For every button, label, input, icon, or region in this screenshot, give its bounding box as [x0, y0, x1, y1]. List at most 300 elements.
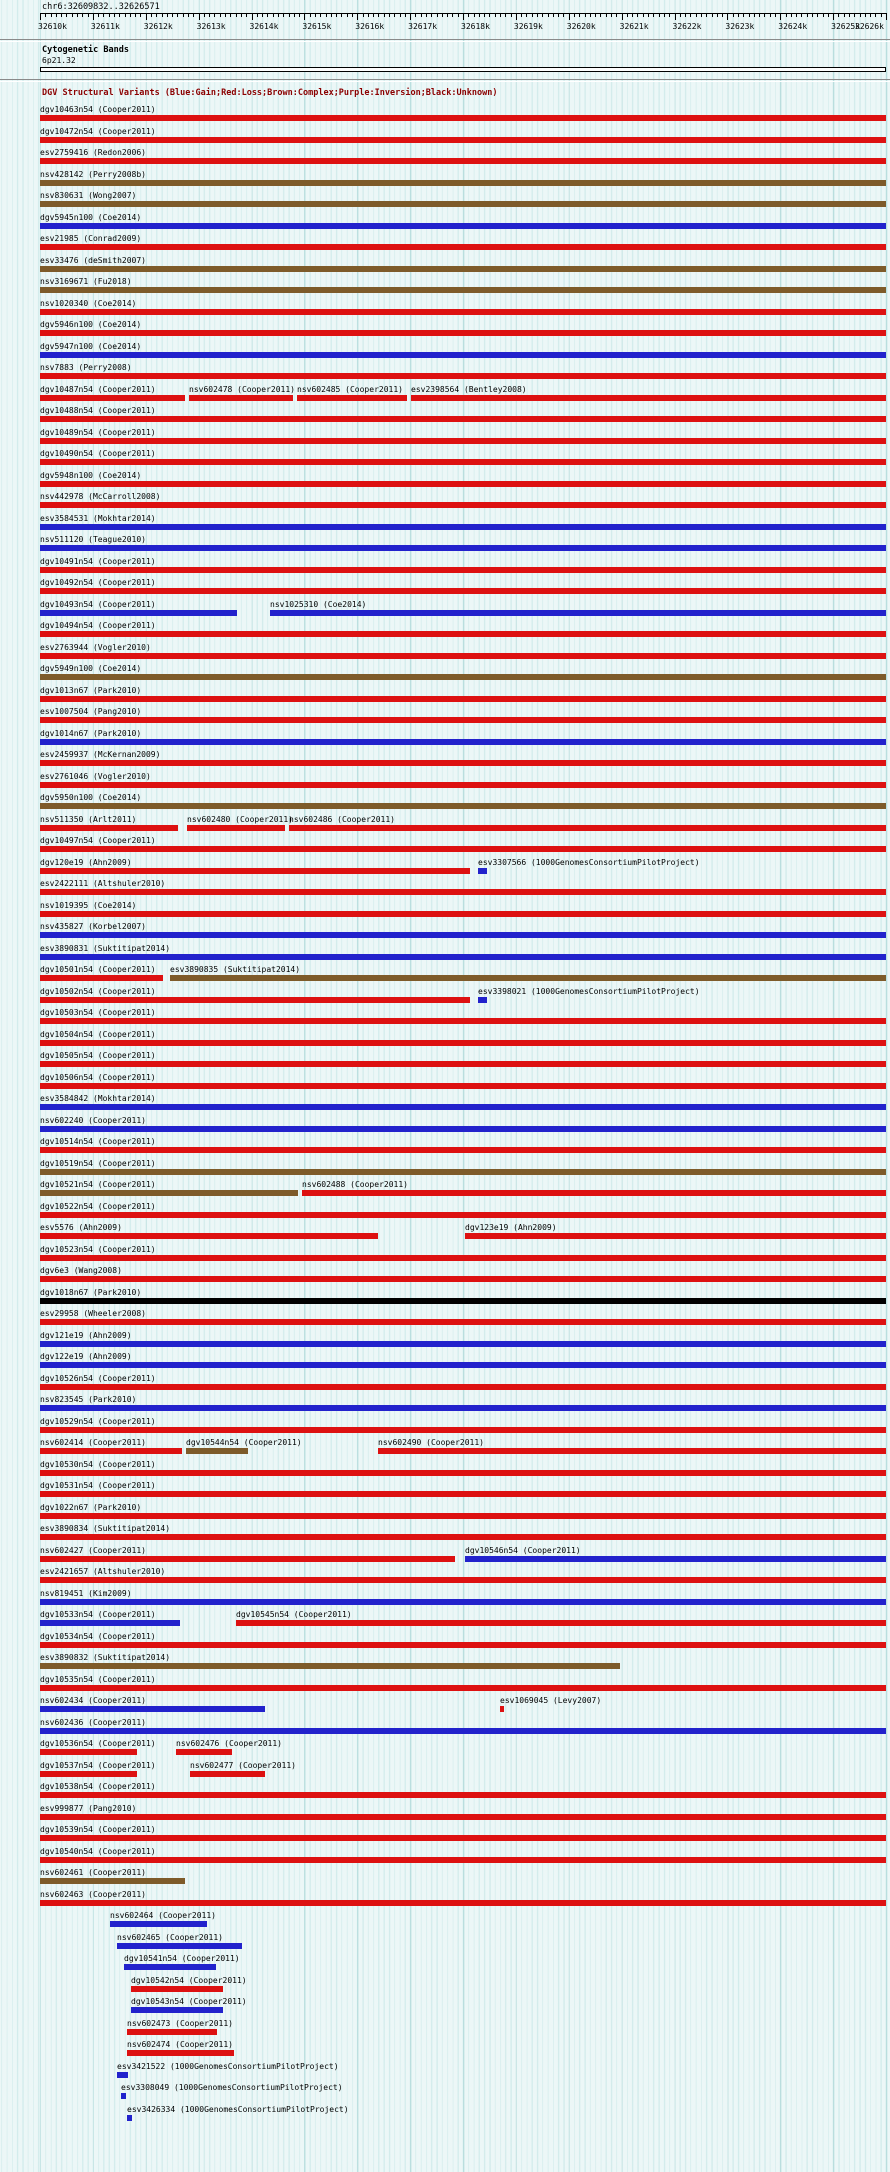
variant-row [0, 341, 890, 363]
variant-label[interactable]: nsv511350 (Arlt2011) [40, 814, 137, 824]
variant-label[interactable]: esv2459937 (McKernan2009) [40, 750, 161, 759]
variant-bar-loss[interactable] [40, 1061, 886, 1067]
variant-bar-gain[interactable] [40, 610, 237, 616]
variant-bar-loss[interactable] [40, 416, 886, 422]
variant-label[interactable]: dgv10545n54 (Cooper2011) [236, 1610, 352, 1619]
variant-bar-loss[interactable] [40, 1857, 886, 1863]
variant-label[interactable]: nsv602474 (Cooper2011) [127, 2040, 233, 2049]
ruler-label: 32622k [672, 22, 702, 31]
variant-label[interactable]: dgv10543n54 (Cooper2011) [131, 1997, 247, 2006]
ruler-tick [606, 14, 607, 17]
variant-bar-complex[interactable] [40, 1190, 298, 1196]
variant-label[interactable]: dgv10490n54 (Cooper2011) [40, 449, 156, 458]
variant-bar-loss[interactable] [40, 1212, 886, 1218]
ruler-tick [495, 14, 496, 17]
variant-bar-loss[interactable] [40, 1276, 886, 1282]
ruler-tick [569, 14, 570, 20]
variant-bar-loss[interactable] [40, 1018, 886, 1024]
ruler-tick [780, 14, 781, 20]
variant-label[interactable]: dgv10542n54 (Cooper2011) [131, 1975, 247, 1985]
variant-bar-loss[interactable] [40, 1147, 886, 1153]
variant-row [0, 1222, 890, 1244]
ruler-tick [172, 14, 173, 17]
ruler-tick [828, 14, 829, 17]
variant-row [0, 599, 890, 621]
ruler-label: 32619k [513, 22, 543, 31]
variant-bar-gain[interactable] [478, 868, 487, 874]
variant-bar-complex[interactable] [40, 1169, 886, 1175]
variant-bar-loss[interactable] [40, 459, 886, 465]
variant-bar-complex[interactable] [170, 975, 886, 981]
variant-label[interactable]: dgv10538n54 (Cooper2011) [40, 1782, 156, 1791]
variant-label[interactable]: esv2759416 (Redon2006) [40, 148, 146, 157]
variant-row [0, 384, 890, 406]
variant-rows [0, 104, 890, 2125]
variant-label[interactable]: nsv602436 (Cooper2011) [40, 1717, 146, 1727]
ruler-tick [262, 14, 263, 17]
variant-label[interactable]: esv2763944 (Vogler2010) [40, 642, 151, 652]
variant-bar-loss[interactable] [40, 1384, 886, 1390]
variant-bar-loss[interactable] [189, 395, 293, 401]
variant-bar-loss[interactable] [40, 760, 886, 766]
ruler-tick [373, 14, 374, 17]
variant-bar-gain[interactable] [40, 932, 886, 938]
ruler-label: 32624k [778, 22, 808, 31]
variant-label[interactable]: esv3307566 (1000GenomesConsortiumPilotProject) [478, 857, 700, 867]
ruler-tick [421, 14, 422, 17]
variant-bar-complex[interactable] [40, 1878, 185, 1884]
variant-bar-gain[interactable] [117, 2072, 128, 2078]
variant-label[interactable]: nsv1020340 (Coe2014) [40, 298, 137, 308]
variant-label[interactable]: nsv602473 (Cooper2011) [127, 2018, 233, 2028]
variant-label[interactable]: dgv10540n54 (Cooper2011) [40, 1846, 156, 1856]
variant-label[interactable]: esv3308049 (1000GenomesConsortiumPilotProject) [121, 2083, 343, 2092]
variant-bar-loss[interactable] [40, 1642, 886, 1648]
variant-label[interactable]: dgv10544n54 (Cooper2011) [186, 1438, 302, 1447]
variant-label[interactable]: dgv10541n54 (Cooper2011) [124, 1954, 240, 1963]
variant-label[interactable]: dgv10523n54 (Cooper2011) [40, 1244, 156, 1254]
ruler-tick [431, 14, 432, 17]
variant-row [0, 1996, 890, 2018]
variant-bar-complex[interactable] [40, 674, 886, 680]
variant-label[interactable]: esv2422111 (Altshuler2010) [40, 879, 166, 888]
variant-label[interactable]: nsv602490 (Cooper2011) [378, 1438, 484, 1447]
ruler-tick [505, 14, 506, 17]
variant-bar-complex[interactable] [40, 1663, 620, 1669]
variant-label[interactable]: esv3426334 (1000GenomesConsortiumPilotProject) [127, 2104, 349, 2114]
variant-label[interactable]: dgv123e19 (Ahn2009) [465, 1223, 557, 1232]
ruler-tick [135, 14, 136, 17]
variant-bar-loss[interactable] [40, 868, 470, 874]
variant-label[interactable]: dgv5947n100 (Coe2014) [40, 341, 142, 351]
variant-label[interactable]: dgv10531n54 (Cooper2011) [40, 1481, 156, 1490]
variant-bar-gain[interactable] [40, 223, 886, 229]
variant-bar-loss[interactable] [302, 1190, 886, 1196]
variant-bar-unknown[interactable] [40, 1298, 886, 1304]
variant-row [0, 1932, 890, 1954]
variant-label[interactable]: esv1069045 (Levy2007) [500, 1696, 602, 1705]
ruler-tick [801, 14, 802, 17]
variant-label[interactable]: dgv1018n67 (Park2010) [40, 1287, 142, 1297]
ruler-tick [77, 14, 78, 17]
variant-label[interactable]: dgv5949n100 (Coe2014) [40, 664, 142, 673]
variant-label[interactable]: dgv10494n54 (Cooper2011) [40, 621, 156, 630]
variant-label[interactable]: dgv10472n54 (Cooper2011) [40, 126, 156, 136]
variant-bar-loss[interactable] [40, 1685, 886, 1691]
variant-bar-gain[interactable] [40, 1341, 886, 1347]
ruler-tick [278, 14, 279, 17]
variant-bar-loss[interactable] [40, 1448, 182, 1454]
variant-row [0, 835, 890, 857]
variant-bar-complex[interactable] [40, 201, 886, 207]
variant-label[interactable]: nsv602427 (Cooper2011) [40, 1545, 146, 1555]
ruler-tick [289, 14, 290, 17]
variant-bar-loss[interactable] [40, 717, 886, 723]
variant-bar-loss[interactable] [190, 1771, 265, 1777]
ruler-tick [66, 14, 67, 17]
variant-label[interactable]: nsv830631 (Wong2007) [40, 191, 137, 200]
variant-label[interactable]: dgv10519n54 (Cooper2011) [40, 1158, 156, 1168]
variant-bar-loss[interactable] [40, 1319, 886, 1325]
ruler-tick [389, 14, 390, 17]
variant-bar-gain[interactable] [40, 1620, 180, 1626]
variant-label[interactable]: dgv1022n67 (Park2010) [40, 1502, 142, 1512]
variant-label[interactable]: nsv602480 (Cooper2011) [187, 814, 293, 824]
variant-bar-loss[interactable] [40, 1083, 886, 1089]
variant-bar-loss[interactable] [40, 1491, 886, 1497]
variant-label[interactable]: esv2398564 (Bentley2008) [411, 384, 527, 394]
variant-row [0, 2018, 890, 2040]
variant-bar-loss[interactable] [40, 889, 886, 895]
variant-bar-gain[interactable] [40, 1126, 886, 1132]
variant-bar-complex[interactable] [40, 266, 886, 272]
variant-label[interactable]: esv2761046 (Vogler2010) [40, 771, 151, 781]
variant-label[interactable]: esv3890835 (Suktitipat2014) [170, 965, 301, 974]
variant-label[interactable]: dgv5948n100 (Coe2014) [40, 470, 142, 480]
variant-row [0, 1115, 890, 1137]
cytoband-bar[interactable] [40, 67, 886, 72]
variant-label[interactable]: nsv602414 (Cooper2011) [40, 1438, 146, 1447]
ruler-tick [204, 14, 205, 17]
variant-label[interactable]: nsv3169671 (Fu2018) [40, 277, 132, 286]
variant-label[interactable]: dgv10487n54 (Cooper2011) [40, 384, 156, 394]
variant-bar-loss[interactable] [297, 395, 407, 401]
variant-bar-loss[interactable] [40, 782, 886, 788]
variant-bar-loss[interactable] [40, 846, 886, 852]
variant-label[interactable]: dgv10533n54 (Cooper2011) [40, 1610, 156, 1619]
variant-row [0, 1201, 890, 1223]
variant-label[interactable]: dgv10497n54 (Cooper2011) [40, 836, 156, 845]
variant-bar-loss[interactable] [127, 2050, 234, 2056]
variant-bar-loss[interactable] [40, 1835, 886, 1841]
variant-bar-loss[interactable] [378, 1448, 886, 1454]
ruler-label: 32616k [355, 22, 385, 31]
variant-label[interactable]: nsv602434 (Cooper2011) [40, 1696, 146, 1705]
variant-row [0, 448, 890, 470]
variant-label[interactable]: esv5576 (Ahn2009) [40, 1223, 122, 1232]
variant-bar-gain[interactable] [40, 1706, 265, 1712]
variant-label[interactable]: esv999877 (Pang2010) [40, 1803, 137, 1813]
variant-label[interactable]: nsv602477 (Cooper2011) [190, 1760, 296, 1770]
variant-bar-loss[interactable] [40, 1749, 137, 1755]
variant-label[interactable]: esv3890834 (Suktitipat2014) [40, 1524, 171, 1533]
ruler-tick [764, 14, 765, 17]
variant-bar-loss[interactable] [40, 1577, 886, 1583]
variant-label[interactable]: dgv10537n54 (Cooper2011) [40, 1760, 156, 1770]
variant-label[interactable]: esv29958 (Wheeler2008) [40, 1309, 146, 1318]
variant-bar-gain[interactable] [40, 352, 886, 358]
variant-bar-loss[interactable] [40, 1792, 886, 1798]
ruler-tick [320, 14, 321, 17]
variant-label[interactable]: nsv602478 (Cooper2011) [189, 384, 295, 394]
variant-label[interactable]: dgv6e3 (Wang2008) [40, 1266, 122, 1275]
variant-label[interactable]: nsv442978 (McCarroll2008) [40, 492, 161, 501]
variant-bar-loss[interactable] [40, 1513, 886, 1519]
variant-bar-complex[interactable] [186, 1448, 248, 1454]
variant-label[interactable]: dgv121e19 (Ahn2009) [40, 1330, 132, 1340]
variant-label[interactable]: nsv1025310 (Coe2014) [270, 599, 367, 609]
variant-label[interactable]: dgv10493n54 (Cooper2011) [40, 599, 156, 609]
variant-label[interactable]: dgv10522n54 (Cooper2011) [40, 1201, 156, 1211]
variant-bar-gain[interactable] [124, 1964, 216, 1970]
variant-bar-gain[interactable] [40, 739, 886, 745]
variant-bar-loss[interactable] [40, 997, 470, 1003]
ruler-label: 32613k [196, 22, 226, 31]
ruler-tick [88, 14, 89, 17]
variant-bar-gain[interactable] [40, 1599, 886, 1605]
variant-label[interactable]: dgv10504n54 (Cooper2011) [40, 1029, 156, 1039]
variant-row [0, 1781, 890, 1803]
variant-bar-loss[interactable] [40, 631, 886, 637]
variant-label[interactable]: dgv10526n54 (Cooper2011) [40, 1373, 156, 1383]
variant-bar-loss[interactable] [40, 911, 886, 917]
variant-bar-gain[interactable] [40, 1405, 886, 1411]
variant-label[interactable]: dgv10530n54 (Cooper2011) [40, 1459, 156, 1469]
variant-row [0, 728, 890, 750]
ruler-tick [61, 14, 62, 17]
variant-bar-loss[interactable] [411, 395, 886, 401]
variant-bar-gain[interactable] [40, 954, 886, 960]
variant-label[interactable]: nsv602463 (Cooper2011) [40, 1889, 146, 1899]
variant-bar-gain[interactable] [131, 2007, 223, 2013]
variant-label[interactable]: nsv7883 (Perry2008) [40, 363, 132, 372]
variant-bar-loss[interactable] [40, 373, 886, 379]
variant-bar-gain[interactable] [465, 1556, 886, 1562]
variant-label[interactable]: dgv10489n54 (Cooper2011) [40, 427, 156, 437]
variant-bar-loss[interactable] [289, 825, 886, 831]
variant-bar-loss[interactable] [40, 438, 886, 444]
variant-bar-loss[interactable] [40, 137, 886, 143]
variant-bar-loss[interactable] [40, 309, 886, 315]
variant-label[interactable]: nsv435827 (Korbel2007) [40, 922, 146, 931]
variant-bar-gain[interactable] [117, 1943, 242, 1949]
variant-label[interactable]: dgv10488n54 (Cooper2011) [40, 406, 156, 415]
variant-bar-loss[interactable] [40, 1900, 886, 1906]
variant-label[interactable]: nsv602486 (Cooper2011) [289, 814, 395, 824]
variant-bar-gain[interactable] [40, 524, 886, 530]
ruler-tick [246, 14, 247, 17]
variant-label[interactable]: nsv602464 (Cooper2011) [110, 1911, 216, 1920]
variant-label[interactable]: nsv602488 (Cooper2011) [302, 1180, 408, 1189]
variant-bar-loss[interactable] [40, 158, 886, 164]
ruler-tick [738, 14, 739, 17]
variant-label[interactable]: dgv1014n67 (Park2010) [40, 728, 142, 738]
variant-label[interactable]: dgv10502n54 (Cooper2011) [40, 986, 156, 996]
variant-bar-loss[interactable] [40, 825, 178, 831]
variant-bar-loss[interactable] [40, 502, 886, 508]
variant-label[interactable]: esv3584842 (Mokhtar2014) [40, 1094, 156, 1103]
variant-label[interactable]: dgv10534n54 (Cooper2011) [40, 1631, 156, 1641]
variant-row [0, 1910, 890, 1932]
variant-bar-gain[interactable] [40, 1362, 886, 1368]
variant-bar-loss[interactable] [40, 588, 886, 594]
variant-label[interactable]: dgv10506n54 (Cooper2011) [40, 1072, 156, 1082]
ruler-tick [304, 14, 305, 20]
variant-bar-complex[interactable] [40, 180, 886, 186]
variant-bar-loss[interactable] [40, 1233, 378, 1239]
variant-bar-loss[interactable] [500, 1706, 504, 1712]
variant-bar-complex[interactable] [40, 803, 886, 809]
variant-bar-loss[interactable] [40, 115, 886, 121]
variant-label[interactable]: dgv1013n67 (Park2010) [40, 685, 142, 695]
variant-label[interactable]: dgv5945n100 (Coe2014) [40, 212, 142, 222]
ruler-tick [447, 14, 448, 17]
variant-label[interactable]: esv3890832 (Suktitipat2014) [40, 1653, 171, 1662]
ruler-tick [585, 14, 586, 17]
ruler-tick [812, 14, 813, 17]
variant-bar-gain[interactable] [478, 997, 487, 1003]
ruler-tick [653, 14, 654, 17]
ruler-tick [458, 14, 459, 17]
variant-bar-gain[interactable] [121, 2093, 126, 2099]
variant-label[interactable]: dgv10521n54 (Cooper2011) [40, 1180, 156, 1189]
variant-label[interactable]: dgv10492n54 (Cooper2011) [40, 578, 156, 587]
variant-label[interactable]: dgv122e19 (Ahn2009) [40, 1352, 132, 1361]
variant-row [0, 1889, 890, 1911]
variant-bar-loss[interactable] [40, 244, 886, 250]
variant-label[interactable]: esv3584531 (Mokhtar2014) [40, 513, 156, 523]
ruler-tick [452, 14, 453, 17]
variant-label[interactable]: dgv10501n54 (Cooper2011) [40, 965, 156, 974]
variant-bar-loss[interactable] [40, 1470, 886, 1476]
variant-label[interactable]: esv2421657 (Altshuler2010) [40, 1567, 166, 1576]
variant-label[interactable]: esv3890831 (Suktitipat2014) [40, 943, 171, 953]
variant-row [0, 1287, 890, 1309]
variant-row [0, 1459, 890, 1481]
variant-row [0, 534, 890, 556]
variant-bar-loss[interactable] [131, 1986, 223, 1992]
variant-bar-gain[interactable] [40, 545, 886, 551]
variant-label[interactable]: dgv10536n54 (Cooper2011) [40, 1739, 156, 1748]
variant-label[interactable]: esv3398021 (1000GenomesConsortiumPilotProject) [478, 986, 700, 996]
ruler-tick [468, 14, 469, 17]
variant-label[interactable]: dgv10505n54 (Cooper2011) [40, 1051, 156, 1060]
variant-label[interactable]: esv1007504 (Pang2010) [40, 707, 142, 716]
variant-label[interactable]: nsv1019395 (Coe2014) [40, 900, 137, 910]
variant-bar-gain[interactable] [40, 1104, 886, 1110]
variant-bar-loss[interactable] [40, 1556, 455, 1562]
variant-label[interactable]: esv3421522 (1000GenomesConsortiumPilotProject) [117, 2061, 339, 2071]
variant-label[interactable]: nsv602465 (Cooper2011) [117, 1932, 223, 1942]
variant-label[interactable]: dgv10463n54 (Cooper2011) [40, 105, 156, 114]
ruler-tick [743, 14, 744, 17]
variant-bar-loss[interactable] [40, 395, 185, 401]
ruler-tick [109, 14, 110, 17]
variant-bar-loss[interactable] [40, 567, 886, 573]
ruler-tick [357, 14, 358, 20]
variant-row [0, 685, 890, 707]
variant-bar-loss[interactable] [236, 1620, 886, 1626]
variant-bar-loss[interactable] [187, 825, 285, 831]
variant-bar-loss[interactable] [40, 1040, 886, 1046]
variant-label[interactable]: dgv10529n54 (Cooper2011) [40, 1416, 156, 1426]
variant-label[interactable]: nsv823545 (Park2010) [40, 1395, 137, 1404]
variant-label[interactable]: dgv10503n54 (Cooper2011) [40, 1008, 156, 1017]
ruler-tick [664, 14, 665, 17]
ruler-tick [214, 14, 215, 17]
variant-label[interactable]: esv33476 (deSmith2007) [40, 255, 146, 265]
variant-bar-gain[interactable] [40, 1728, 886, 1734]
variant-bar-loss[interactable] [127, 2029, 217, 2035]
variant-label[interactable]: dgv120e19 (Ahn2009) [40, 857, 132, 867]
variant-bar-loss[interactable] [40, 1255, 886, 1261]
variant-label[interactable]: dgv10514n54 (Cooper2011) [40, 1137, 156, 1146]
variant-label[interactable]: dgv10491n54 (Cooper2011) [40, 556, 156, 566]
variant-bar-loss[interactable] [40, 975, 163, 981]
ruler-tick [553, 14, 554, 17]
ruler-tick [875, 14, 876, 17]
variant-bar-loss[interactable] [465, 1233, 886, 1239]
variant-label[interactable]: nsv819451 (Kim2009) [40, 1588, 132, 1598]
variant-label[interactable]: dgv5946n100 (Coe2014) [40, 320, 142, 329]
variant-bar-loss[interactable] [40, 1771, 137, 1777]
variant-label[interactable]: nsv428142 (Perry2008b) [40, 169, 146, 179]
variant-bar-loss[interactable] [40, 653, 886, 659]
variant-bar-loss[interactable] [40, 1534, 886, 1540]
variant-label[interactable]: dgv5950n100 (Coe2014) [40, 793, 142, 802]
variant-row [0, 1674, 890, 1696]
variant-bar-gain[interactable] [270, 610, 886, 616]
variant-bar-loss[interactable] [40, 1427, 886, 1433]
variant-label[interactable]: nsv602485 (Cooper2011) [297, 384, 403, 394]
variant-label[interactable]: nsv602461 (Cooper2011) [40, 1868, 146, 1877]
variant-row [0, 986, 890, 1008]
variant-label[interactable]: nsv602240 (Cooper2011) [40, 1115, 146, 1125]
variant-bar-loss[interactable] [40, 481, 886, 487]
variant-label[interactable]: nsv602476 (Cooper2011) [176, 1739, 282, 1748]
ruler-tick [474, 14, 475, 17]
ruler-label: 32621k [619, 22, 649, 31]
variant-label[interactable]: esv21985 (Conrad2009) [40, 234, 142, 243]
ruler-tick [659, 14, 660, 17]
variant-bar-complex[interactable] [40, 287, 886, 293]
variant-row [0, 126, 890, 148]
variant-bar-loss[interactable] [176, 1749, 232, 1755]
variant-label[interactable]: nsv511120 (Teague2010) [40, 535, 146, 544]
variant-label[interactable]: dgv10546n54 (Cooper2011) [465, 1545, 581, 1555]
variant-label[interactable]: dgv10535n54 (Cooper2011) [40, 1674, 156, 1684]
variant-row [0, 2104, 890, 2126]
variant-bar-loss[interactable] [40, 330, 886, 336]
variant-row [0, 1007, 890, 1029]
variant-row [0, 1738, 890, 1760]
variant-bar-loss[interactable] [40, 696, 886, 702]
variant-bar-gain[interactable] [110, 1921, 207, 1927]
variant-bar-gain[interactable] [127, 2115, 132, 2121]
variant-row [0, 2082, 890, 2104]
variant-bar-loss[interactable] [40, 1814, 886, 1820]
variant-label[interactable]: dgv10539n54 (Cooper2011) [40, 1825, 156, 1834]
